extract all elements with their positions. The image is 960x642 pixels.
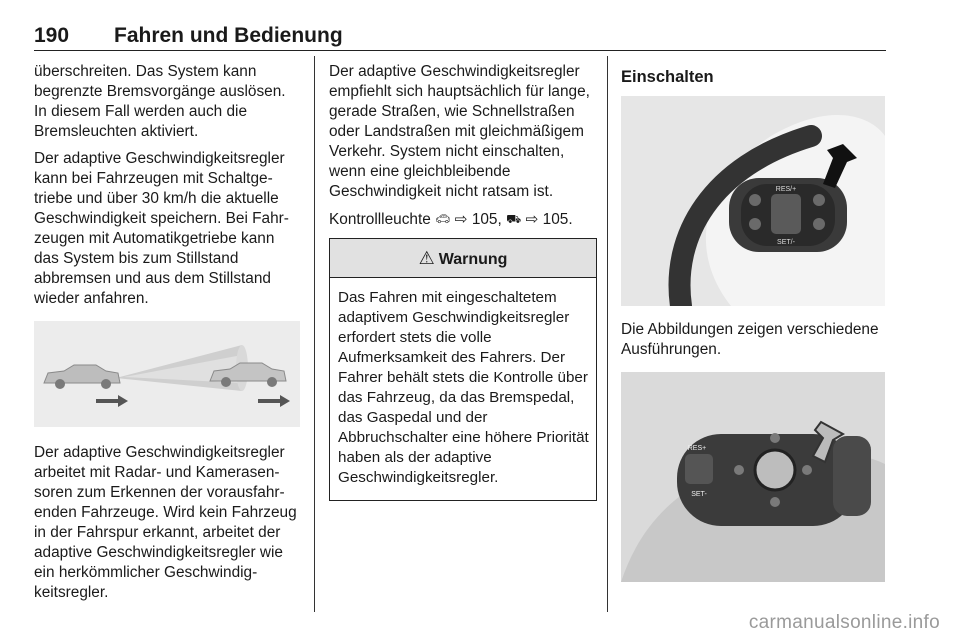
- warning-text: Das Fahren mit eingeschaltetem adaptivem Geschwindigkeitsregler erfordert stets die volle Aufmerksamkeit des Fahrers. Der Fahrer behält stets die Kontrolle über das Fahrzeug, da das Bremspedal, das Gaspedal und der Abbruchschalter eine höhere Priorität haben als der adaptive Geschwindigkeitsregler.: [338, 289, 589, 486]
- paragraph: Der adaptive Geschwindigkeitsregler empfiehlt sich hauptsächlich für lange, gerade Straßen, wie Schnellstraßen oder Landstraßen mit gleichmäßigem Verkehr. System nicht einschalten, wenn eine gleichbleibende Geschwindigkeit nicht ratsam ist.: [329, 63, 590, 200]
- column-divider: [607, 56, 608, 612]
- paragraph: Der adaptive Geschwindigkeitsregler kann bei Fahrzeugen mit Schaltgetriebe und über 30 km/h die aktuelle Geschwindigkeit speichern. Bei Fahrzeugen mit Automatikgetriebe kann das System bis zum Stillstand abbremsen und aus dem Stillstand wieder anfahren.: [34, 150, 289, 307]
- paragraph: überschreiten. Das System kann begrenzte Bremsvorgänge auslösen. In diesem Fall werden auch die Bremsleuchten aktiviert.: [34, 63, 286, 140]
- svg-text:RES+: RES+: [687, 445, 707, 452]
- steering-wheel-controls-image-2: [621, 372, 885, 582]
- page-reference[interactable]: 105.: [542, 211, 573, 228]
- warning-triangle-icon: ⚠: [418, 248, 435, 268]
- warning-header: [330, 239, 596, 278]
- subsection-heading: Einschalten: [621, 68, 714, 86]
- paragraph: Der adaptive Geschwindigkeitsregler arbeitet mit Radar- und Kamerasensoren zum Erkennen der vorausfahrenden Fahrzeuge. Wird kein Fahrzeug in der Fahrspur erkannt, arbeitet der adaptive Geschwindigkeitsregler wie ein herkömmlicher Geschwindigkeitsregler.: [34, 444, 297, 601]
- page-reference-arrow-icon: ⇨: [525, 211, 539, 228]
- car-icon: 🚗︎: [435, 212, 451, 226]
- radar-illustration: [34, 321, 300, 427]
- svg-text:SET/-: SET/-: [777, 239, 795, 246]
- column-3: [621, 62, 887, 582]
- indicator-line: [329, 209, 597, 230]
- watermark: carmanualsonline.info: [748, 612, 940, 633]
- column-1: [34, 62, 300, 610]
- page-reference[interactable]: 105,: [471, 211, 502, 228]
- section-title: Fahren und Bedienung: [114, 24, 343, 47]
- lane-icon: ⛟︎: [506, 212, 522, 226]
- page-header: [34, 22, 886, 51]
- steering-wheel-controls-image-1: [621, 96, 885, 306]
- column-divider: [314, 56, 315, 612]
- image-caption: Die Abbildungen zeigen verschiedene Ausführungen.: [621, 321, 879, 358]
- svg-text:RES/+: RES/+: [775, 186, 797, 193]
- warning-box: [329, 238, 597, 501]
- indicator-label: Kontrollleuchte: [329, 211, 431, 228]
- column-2: [329, 62, 597, 501]
- warning-title: Warnung: [438, 251, 508, 268]
- page-reference-arrow-icon: ⇨: [454, 211, 468, 228]
- svg-text:SET-: SET-: [691, 491, 707, 498]
- page-number: 190: [34, 24, 70, 47]
